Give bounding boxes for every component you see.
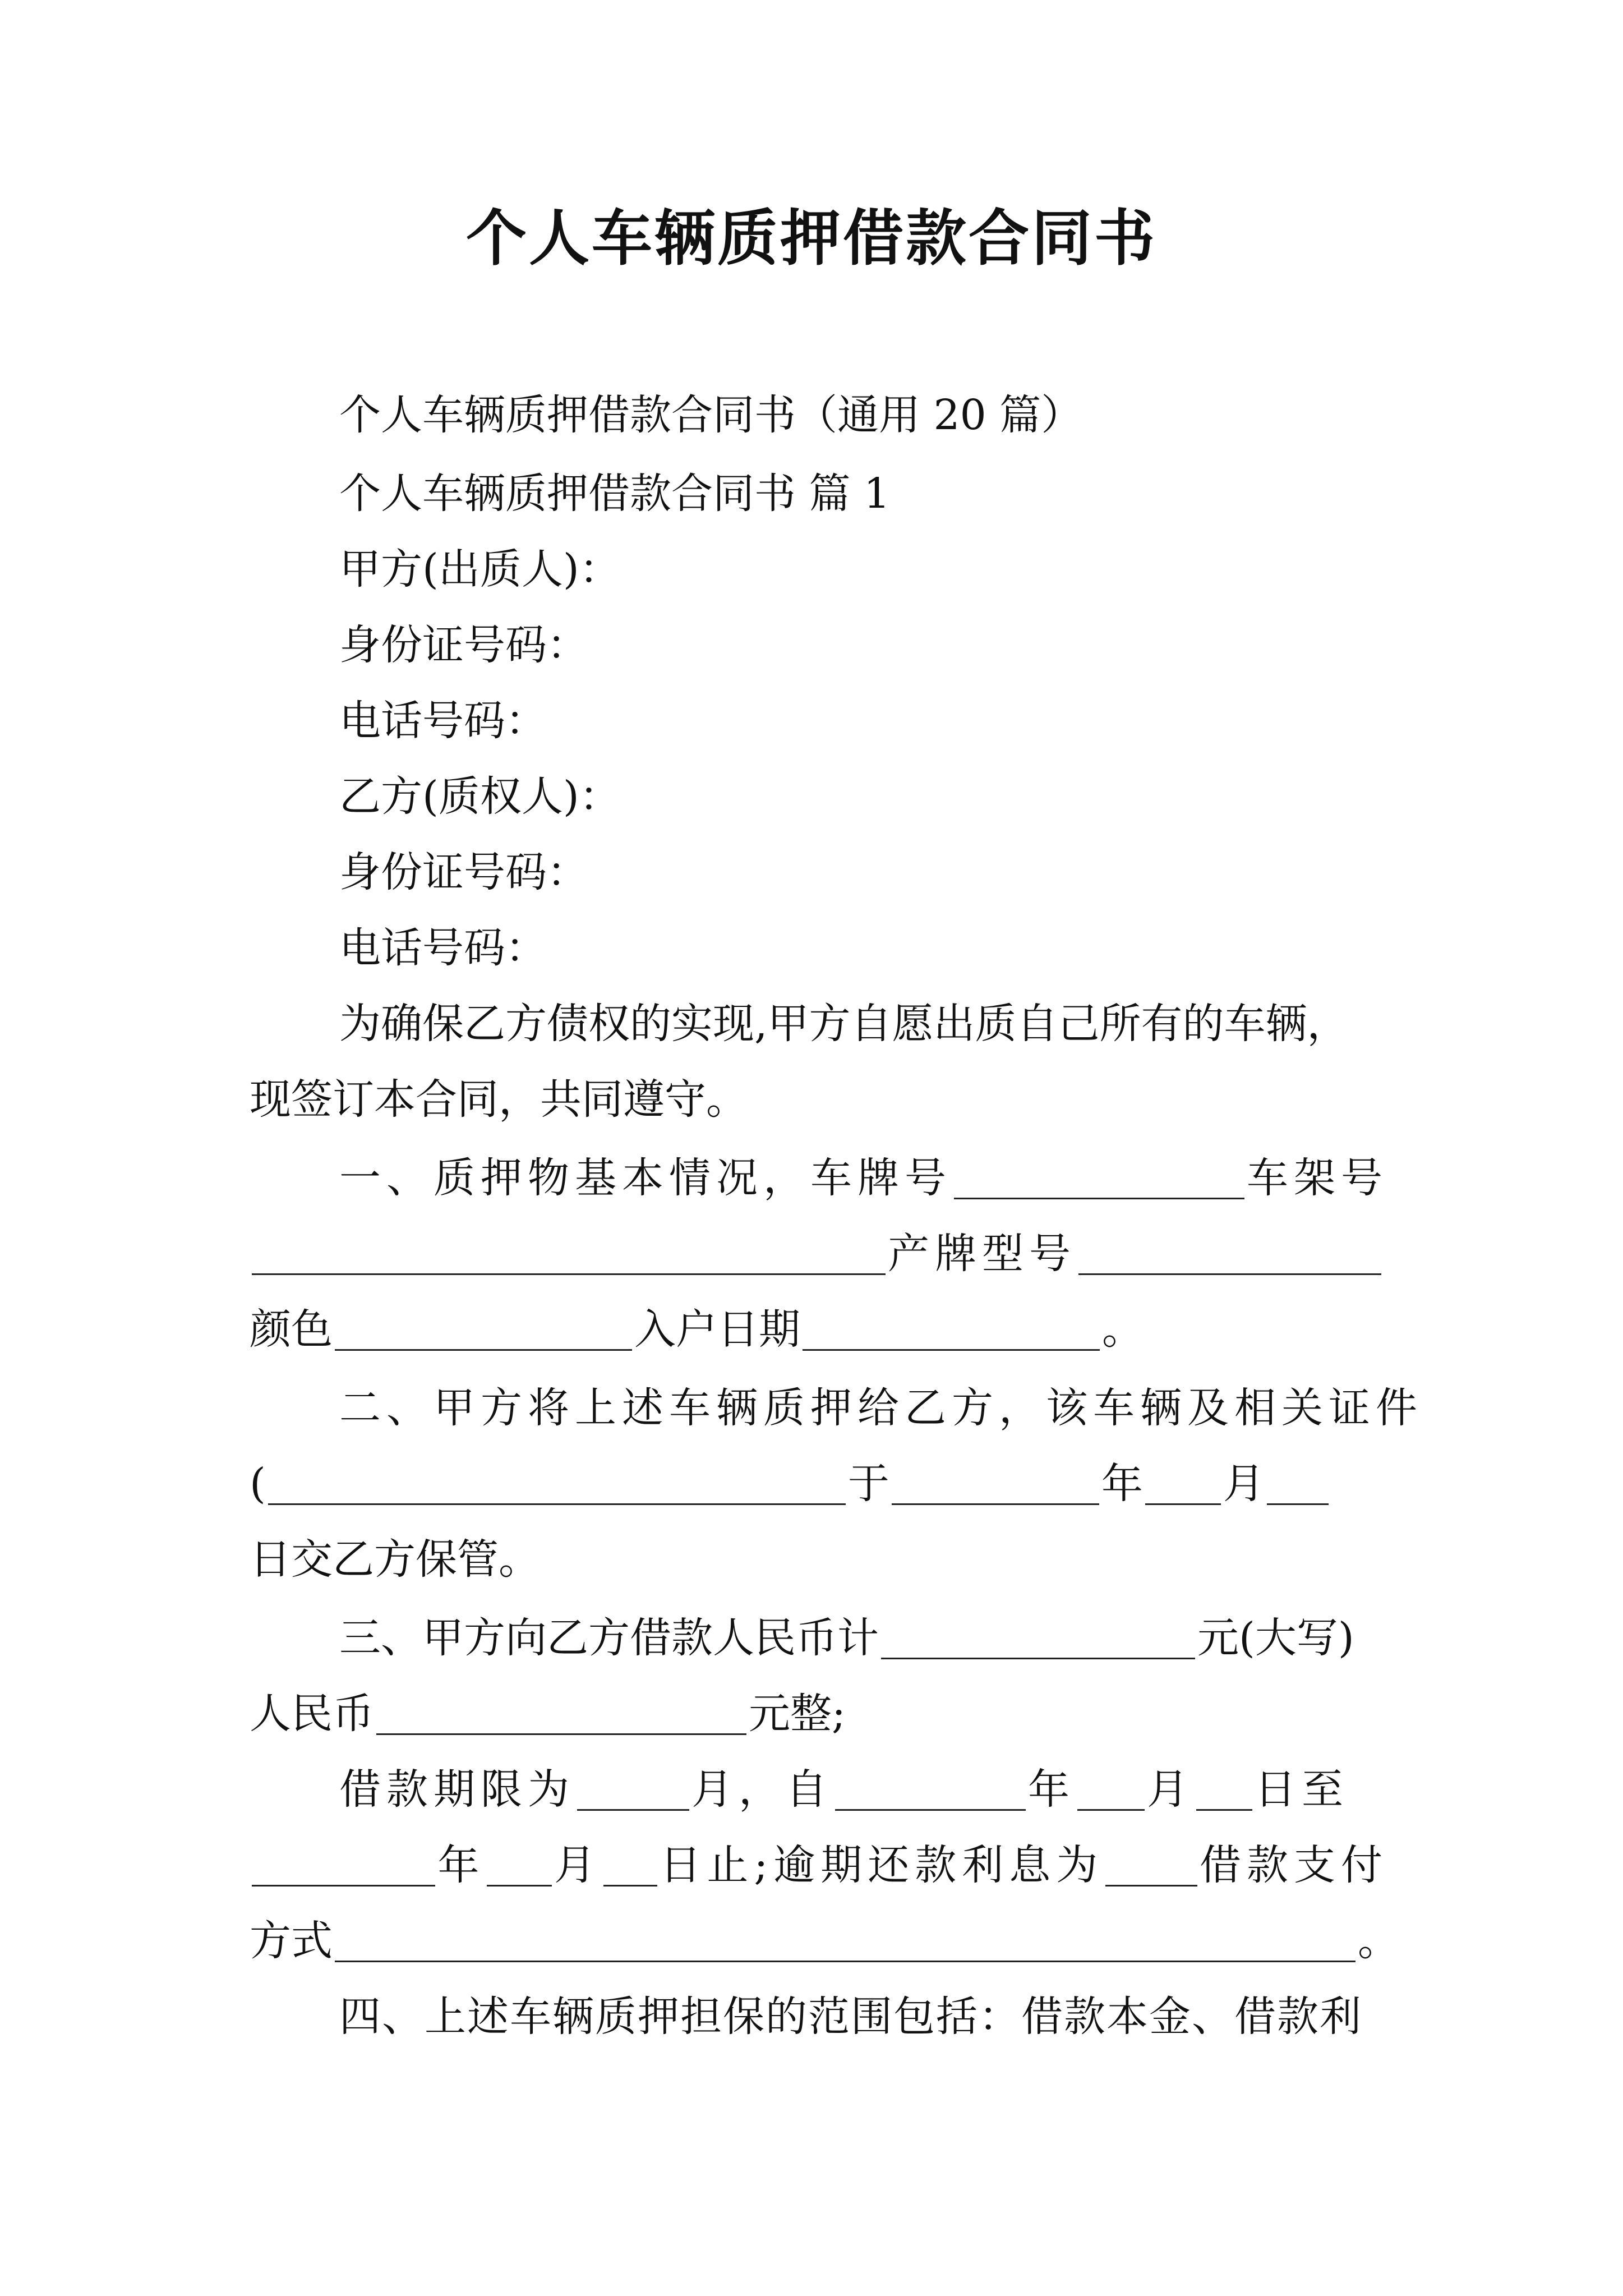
section-heading: 个人车辆质押借款合同书 篇 1 <box>339 470 891 518</box>
start-year-label: 年 <box>1028 1765 1075 1814</box>
term-months-blank[interactable] <box>577 1770 689 1811</box>
party-a-phone-label: 电话号码： <box>339 697 547 745</box>
model-blank[interactable] <box>1078 1234 1381 1275</box>
loan-amount-blank[interactable] <box>881 1618 1195 1659</box>
month-label: 月 <box>1223 1460 1265 1508</box>
payment-label: 借款支付 <box>1200 1841 1389 1889</box>
clause-1-end: 。 <box>1102 1305 1144 1354</box>
registration-date-label: 入户日期 <box>634 1305 800 1354</box>
end-month-blank[interactable] <box>487 1846 552 1887</box>
clause-1-line3 <box>250 1301 1388 1358</box>
method-label: 方式 <box>250 1917 333 1965</box>
handover-month-blank[interactable] <box>1145 1464 1221 1505</box>
handover-year-blank[interactable] <box>892 1464 1099 1505</box>
registration-date-blank[interactable] <box>803 1310 1100 1351</box>
clause-4-line1: 四、上述车辆质押担保的范围包括：借款本金、借款利 <box>339 1993 1362 2041</box>
day-to-label: 日至 <box>1255 1765 1349 1814</box>
on-label: 于 <box>847 1460 889 1508</box>
model-label: 产牌型号 <box>888 1230 1076 1278</box>
documents-blank[interactable] <box>268 1464 846 1505</box>
open-paren: ( <box>250 1460 266 1508</box>
loan-term-line2 <box>250 1837 1388 1893</box>
year-label: 年 <box>1101 1460 1143 1508</box>
party-b-id-label: 身份证号码： <box>339 848 588 896</box>
handover-day-blank[interactable] <box>1267 1464 1329 1505</box>
frame-number-label: 车架号 <box>1247 1154 1388 1202</box>
start-day-blank[interactable] <box>1196 1770 1252 1811</box>
party-b-phone-label: 电话号码： <box>339 924 547 972</box>
clause-3-line2 <box>250 1686 1388 1742</box>
clause-2-line1: 二、甲方将上述车辆质押给乙方，该车辆及相关证件 <box>339 1384 1423 1432</box>
end-day-blank[interactable] <box>603 1846 657 1887</box>
document-title: 个人车辆质押借款合同书 <box>465 203 1157 274</box>
overdue-interest-blank[interactable] <box>1105 1846 1197 1887</box>
color-blank[interactable] <box>335 1310 632 1351</box>
end-year-blank[interactable] <box>252 1846 435 1887</box>
overdue-interest-label: 日止;逾期还款利息为 <box>660 1841 1104 1889</box>
plate-number-blank[interactable] <box>954 1158 1244 1199</box>
party-a-label: 甲方(出质人)： <box>339 545 621 593</box>
party-b-label: 乙方(质权人)： <box>339 772 621 821</box>
loan-term-line3 <box>250 1913 1410 1969</box>
start-month-blank[interactable] <box>1077 1770 1145 1811</box>
clause-1-text: 一、质押物基本情况，车牌号 <box>339 1154 952 1202</box>
months-from-label: 月，自 <box>691 1765 833 1814</box>
rmb-label: 人民币 <box>250 1690 374 1738</box>
intro-paragraph-line1: 为确保乙方债权的实现,甲方自愿出质自己所有的车辆， <box>339 1000 1349 1048</box>
clause-3-text: 三、甲方向乙方借款人民币计 <box>339 1614 879 1662</box>
end-month-label: 月 <box>554 1841 602 1889</box>
yuan-whole-label: 元整; <box>749 1690 846 1738</box>
frame-number-blank[interactable] <box>252 1234 886 1275</box>
loan-term-line1 <box>339 1761 1388 1818</box>
start-year-blank[interactable] <box>835 1770 1026 1811</box>
amount-in-words-blank[interactable] <box>376 1694 746 1735</box>
subtitle: 个人车辆质押借款合同书（通用 20 篇） <box>339 391 1083 439</box>
end-year-label: 年 <box>437 1841 485 1889</box>
clause-1-line2 <box>250 1226 1388 1282</box>
color-label: 颜色 <box>250 1305 333 1354</box>
intro-paragraph-line2: 现签订本合同，共同遵守。 <box>250 1075 748 1124</box>
yuan-capital-label: 元(大写) <box>1197 1614 1354 1662</box>
start-month-label: 月 <box>1147 1765 1194 1814</box>
loan-term-label: 借款期限为 <box>339 1765 575 1814</box>
clause-1-line1 <box>339 1150 1388 1206</box>
party-a-id-label: 身份证号码： <box>339 621 588 669</box>
clause-3-line1 <box>339 1610 1388 1666</box>
loan-term-end: 。 <box>1358 1917 1399 1965</box>
clause-2-line3: 日交乙方保管。 <box>250 1535 540 1584</box>
clause-2-line2 <box>250 1456 1388 1512</box>
payment-method-blank[interactable] <box>335 1921 1355 1962</box>
